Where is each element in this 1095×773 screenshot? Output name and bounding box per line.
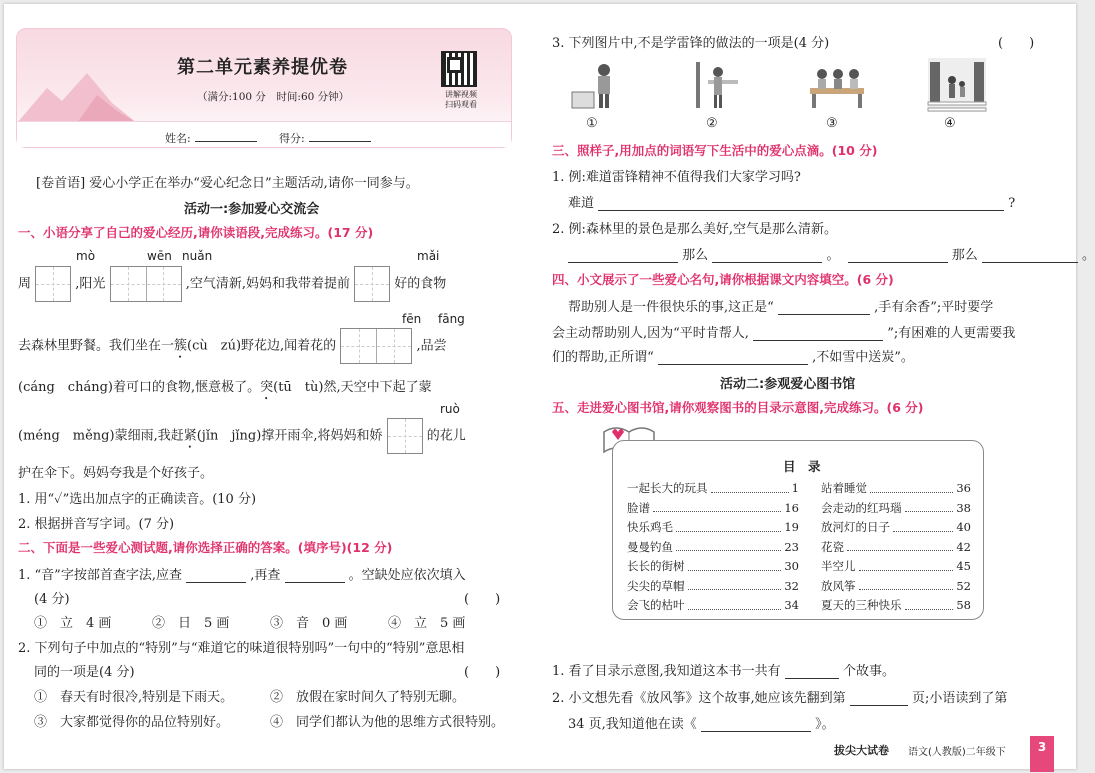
text: 。 [826, 248, 840, 263]
toc-entry [821, 557, 971, 577]
activity1-title: 活动一:参加爱心交流会 [184, 202, 320, 217]
q2-heading: 二、下面是一些爱心测试题,请你选择正确的答案。(填序号)(12 分) [18, 540, 393, 555]
toc-entry-page: 42 [956, 539, 971, 554]
blank-input[interactable] [753, 327, 883, 341]
text: 好的食物 [394, 276, 447, 292]
toc-entry [627, 518, 799, 538]
dotted-char: 突 [260, 380, 274, 395]
toc-entry [821, 518, 971, 538]
text: (cù zú)野花边,闻着花的 [187, 338, 337, 354]
text: (jǐn jǐng)撑开雨伞,将妈妈和娇 [196, 428, 383, 444]
blank-input[interactable] [785, 665, 839, 679]
pinyin-mai: mǎi [417, 249, 440, 263]
blank-input[interactable] [658, 351, 808, 365]
toc-entry-title: 花瓷 [821, 539, 844, 554]
text: 34 页,我知道他在读《 [568, 717, 697, 732]
text: ,再查 [250, 568, 281, 583]
toc-entry-page: 1 [791, 481, 799, 495]
text: ,不如雪中送炭”。 [812, 350, 914, 365]
blank-input[interactable] [848, 249, 948, 263]
toc-entry [821, 499, 971, 519]
char-grid-mo[interactable] [35, 266, 71, 302]
q2-s2a: 2. 下列句子中加点的“特别”与“难道它的味道很特别吗”一句中的“特别”意思相 [18, 641, 465, 656]
option[interactable]: ④ 立 5 画 [388, 616, 466, 631]
toc-leader [653, 499, 781, 513]
name-score-row [17, 121, 511, 147]
text: 会主动帮助别人,因为“平时肯帮人, [552, 326, 749, 341]
toc-entry-title: 脸谱 [627, 500, 650, 515]
q1-line2 [18, 328, 447, 364]
pinyin-fen: fēn [402, 312, 422, 326]
toc-entry-title: 会走动的红玛瑙 [821, 500, 902, 515]
name-input[interactable] [195, 128, 257, 142]
toc-entry-page: 32 [784, 578, 799, 593]
option[interactable]: ② 放假在家时间久了特别无聊。 [270, 690, 466, 705]
pinyin-nuan: nuǎn [182, 249, 213, 263]
exam-page [4, 4, 1095, 769]
q2-s1 [18, 564, 466, 583]
toc-entry-page: 40 [956, 520, 971, 534]
q5-s1 [552, 660, 895, 679]
q4-l1 [568, 296, 993, 315]
option[interactable]: ② 日 5 画 [152, 616, 230, 631]
text: 们的帮助,正所谓“ [552, 350, 654, 365]
text: 1. 看了目录示意图,我知道这本书一共有 [552, 664, 781, 679]
toc-entry [627, 577, 799, 597]
toc-leader [688, 596, 782, 610]
option[interactable]: ③ 大家都觉得你的品位特别好。 [34, 715, 230, 730]
qr-caption-1: 讲解视频 [445, 90, 477, 99]
toc-title: 目 录 [783, 459, 821, 474]
text: 1. “音”字按部首查字法,应查 [18, 568, 182, 583]
text: 那么 [951, 248, 978, 263]
q4-l2 [552, 322, 1015, 341]
toc-leader [859, 557, 954, 571]
toc-entry-page: 45 [956, 559, 971, 573]
option[interactable]: ④ 同学们都认为他的思维方式很特别。 [270, 715, 505, 730]
toc-leader [847, 538, 953, 552]
q3b-ex2: 2. 例:森林里的景色是那么美好,空气是那么清新。 [552, 222, 838, 237]
blank-input[interactable] [186, 569, 246, 583]
char-grid-fenfang[interactable] [340, 328, 412, 364]
toc-entry-title: 曼曼钓鱼 [627, 539, 673, 554]
exam-meta: （满分:100 分 时间:60 分钟） [197, 91, 350, 103]
picture-option-2[interactable] [688, 58, 746, 112]
q1-line1 [18, 266, 446, 302]
picture-option-1[interactable] [570, 58, 628, 112]
q1-heading: 一、小语分享了自己的爱心经历,请你读语段,完成练习。(17 分) [18, 225, 374, 240]
toc-entry-page: 58 [956, 598, 971, 612]
page-number: 3 [1030, 736, 1054, 772]
toc-leader [893, 518, 953, 532]
score-input[interactable] [309, 128, 371, 142]
blank-input[interactable] [712, 249, 822, 263]
answer-paren[interactable]: ( ) [998, 36, 1035, 51]
toc-leader [688, 577, 782, 591]
option[interactable]: ① 春天有时很冷,特别是下雨天。 [34, 690, 234, 705]
q4-heading: 四、小文展示了一些爱心名句,请你根据课文内容填空。(6 分) [552, 272, 894, 287]
toc-entry [627, 538, 799, 558]
text: ,阳光 [75, 276, 106, 292]
text: 1. 例:难道雷锋精神不值得我们大家学习吗? [552, 170, 801, 185]
toc-entry [627, 557, 799, 577]
picture-label-3: ③ [826, 116, 838, 131]
text: ,品尝 [416, 338, 447, 354]
footer-subject: 语文(人教版)二年级下 [908, 747, 1006, 758]
q3b-ex1 [552, 166, 801, 185]
text: 周 [18, 276, 32, 292]
toc-entry-title: 一起长大的玩具 [627, 481, 708, 495]
char-grid-mai[interactable] [354, 266, 390, 302]
footer-brand: 拔尖大试卷 [834, 744, 889, 757]
toc-entry-title: 尖尖的草帽 [627, 578, 685, 593]
toc-leader [870, 479, 953, 493]
toc-entry-page: 19 [784, 520, 799, 534]
toc-leader [676, 538, 781, 552]
intro [36, 172, 419, 191]
answer-paren[interactable]: ( ) [464, 592, 501, 607]
exam-header [16, 28, 512, 148]
toc-leader [905, 596, 954, 610]
exam-title: 第二单元素养提优卷 [177, 57, 348, 78]
toc-entry-title: 半空儿 [821, 559, 856, 573]
qr-caption-2: 扫码观看 [445, 100, 477, 109]
toc-entry-title: 放河灯的日子 [821, 520, 890, 534]
toc-entry [627, 499, 799, 519]
text: 帮助别人是一件很快乐的事,这正是“ [568, 300, 774, 315]
toc-entry-page: 16 [784, 500, 799, 515]
toc-entry-title: 快乐鸡毛 [627, 520, 673, 534]
q1-line4 [18, 418, 466, 454]
toc-right-column [821, 479, 971, 616]
toc-entry-title: 放风筝 [821, 578, 856, 593]
text: 难道 [568, 196, 595, 211]
char-grid-ruo[interactable] [387, 418, 423, 454]
text: ,手有余香”;平时要学 [874, 300, 994, 315]
mountain-decoration [17, 63, 137, 123]
text: 的花儿 [426, 428, 466, 444]
toc-entry-page: 30 [784, 559, 799, 573]
table-of-contents [612, 440, 984, 620]
intro-tag: [卷首语] [36, 176, 86, 191]
toc-entry-title: 夏天的三种快乐 [821, 598, 902, 612]
toc-entry-page: 52 [956, 578, 971, 593]
option[interactable]: ① 立 4 画 [34, 616, 112, 631]
q5-s2 [552, 687, 1007, 706]
text: 去森林里野餐。我们坐在一 [18, 338, 175, 354]
text: (méng měng)蒙细雨,我赶 [18, 428, 184, 444]
score-label: 得分: [279, 132, 305, 145]
dotted-char: 紧 [183, 428, 197, 444]
toc-leader [676, 518, 781, 532]
toc-leader [905, 499, 954, 513]
intro-text: 爱心小学正在举办“爱心纪念日”主题活动,请你一同参与。 [89, 176, 419, 191]
text: 那么 [682, 248, 709, 263]
blank-input[interactable] [568, 249, 678, 263]
toc-entry-title: 站着睡觉 [821, 481, 867, 495]
blank-input[interactable] [850, 692, 908, 706]
char-grid-wennuan[interactable] [110, 266, 182, 302]
picture-label-1: ① [586, 116, 598, 131]
answer-paren[interactable]: ( ) [464, 665, 501, 680]
activity2-title: 活动二:参观爱心图书馆 [720, 377, 856, 392]
picture-option-4[interactable] [928, 58, 986, 112]
dotted-char: 簇 [174, 338, 188, 354]
toc-entry [627, 596, 799, 616]
q1-line5: 护在伞下。妈妈夸我是个好孩子。 [18, 466, 214, 481]
text: (cáng cháng)着可口的食物,惬意极了。 [18, 380, 261, 395]
toc-entry-page: 34 [784, 598, 799, 612]
toc-leader [859, 577, 954, 591]
text: 2. 小文想先看《放风筝》这个故事,她应该先翻到第 [552, 691, 846, 706]
toc-entry [821, 479, 971, 499]
toc-left-column [627, 479, 799, 616]
toc-entry-title: 长长的街树 [627, 559, 685, 573]
text: 》。 [815, 717, 835, 732]
q5-s2c [568, 713, 835, 732]
text: ”;有困难的人更需要我 [887, 326, 1016, 341]
picture-label-2: ② [706, 116, 718, 131]
toc-entry-page: 38 [956, 500, 971, 515]
picture-option-3[interactable] [808, 58, 866, 112]
blank-input[interactable] [598, 197, 1004, 211]
text: 个故事。 [842, 664, 895, 679]
pinyin-fang: fāng [438, 312, 465, 326]
toc-leader [688, 557, 782, 571]
q1-line3 [18, 376, 432, 403]
q1-sub1: 1. 用“✓”选出加点字的正确读音。(10 分) [18, 492, 257, 507]
picture-label-4: ④ [944, 116, 956, 131]
pinyin-wen: wēn [147, 249, 172, 263]
text: ,空气清新,妈妈和我带着提前 [185, 276, 350, 292]
toc-entry-title: 会飞的枯叶 [627, 598, 685, 612]
q3b-heading: 三、照样子,用加点的词语写下生活中的爱心点滴。(10 分) [552, 143, 878, 158]
pinyin-ruo: ruò [440, 402, 460, 416]
blank-input[interactable] [285, 569, 345, 583]
qr-code-icon[interactable] [441, 51, 477, 87]
toc-entry [821, 596, 971, 616]
q2-s2b: 同的一项是(4 分) [34, 665, 135, 680]
toc-entry-page: 23 [784, 539, 799, 554]
toc-leader [711, 479, 789, 493]
text: 。空缺处应依次填入 [348, 568, 466, 583]
q3b-fill2 [568, 244, 1095, 263]
text: 。 [1082, 248, 1095, 263]
q5-heading: 五、走进爱心图书馆,请你观察图书的目录示意图,完成练习。(6 分) [552, 400, 924, 415]
q3-text: 3. 下列图片中,不是学雷锋的做法的一项是(4 分) [552, 36, 830, 51]
q1-sub2: 2. 根据拼音写字词。(7 分) [18, 517, 175, 532]
blank-input[interactable] [982, 249, 1078, 263]
blank-input[interactable] [701, 718, 811, 732]
q2-s1-score: (4 分) [34, 592, 70, 607]
text: ? [1008, 196, 1016, 211]
pinyin-mo: mò [76, 249, 96, 263]
text: (tū tù)然,天空中下起了蒙 [273, 380, 432, 395]
q3b-fill1 [568, 192, 1015, 211]
toc-entry [821, 577, 971, 597]
option[interactable]: ③ 音 0 画 [270, 616, 348, 631]
toc-entry-page: 36 [956, 481, 971, 495]
name-label: 姓名: [165, 132, 191, 145]
q4-l3 [552, 346, 914, 365]
blank-input[interactable] [778, 301, 870, 315]
text: 页;小语读到了第 [911, 691, 1008, 706]
toc-entry [821, 538, 971, 558]
toc-entry [627, 479, 799, 499]
